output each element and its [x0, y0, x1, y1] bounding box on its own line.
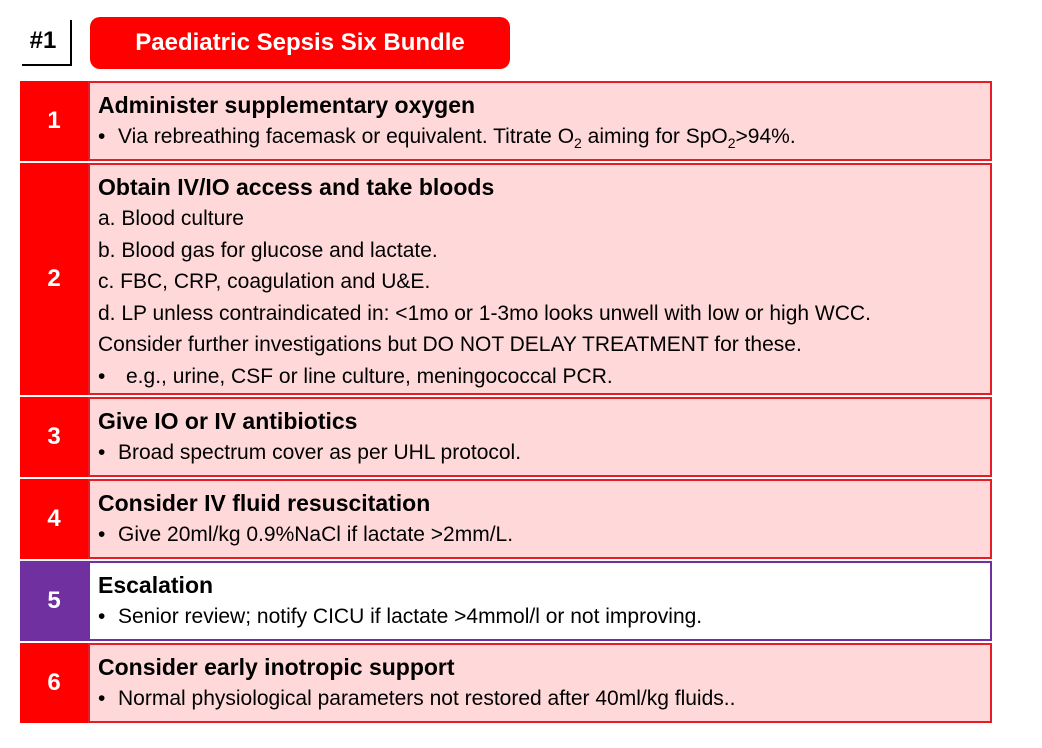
step-content-2: [88, 163, 992, 395]
step-number-3: 3: [20, 397, 88, 477]
bullet-icon: •: [98, 523, 106, 546]
step-number-1: 1: [20, 81, 88, 161]
bullet-icon: •: [98, 605, 106, 628]
step-1-bullet-line: [98, 121, 982, 153]
step-2-line-a: a. Blood culture: [98, 207, 244, 230]
step-row-6: [20, 643, 992, 723]
step-content-5: [88, 561, 992, 641]
step-content-3: [88, 397, 992, 477]
step-4-bullet-line: [98, 519, 982, 551]
step-6-text: Normal physiological parameters not restored after 40ml/kg fluids..: [118, 687, 736, 710]
step-row-1: [20, 81, 992, 161]
step-content-4: [88, 479, 992, 559]
bullet-icon: •: [98, 687, 106, 710]
step-1-sub-b: 2: [727, 135, 736, 152]
step-1-sub-a: 2: [574, 135, 582, 152]
step-2-line-d: d. LP unless contraindicated in: <1mo or 1-3mo looks unwell with low or high WCC.: [98, 301, 871, 325]
slide-number-tag: #1: [22, 20, 72, 66]
bullet-icon: •: [98, 125, 106, 148]
step-number-6: 6: [20, 643, 88, 723]
step-2-bullet-line: [98, 361, 982, 393]
step-row-5: [20, 561, 992, 641]
title-banner: [90, 17, 510, 69]
step-row-4: [20, 479, 992, 559]
page-title: Paediatric Sepsis Six Bundle: [135, 29, 465, 56]
step-heading-1: Administer supplementary oxygen: [98, 92, 476, 118]
step-1-text-a: Via rebreathing facemask or equivalent. Titrate O: [118, 125, 575, 148]
step-3-text: Broad spectrum cover as per UHL protocol.: [118, 441, 522, 464]
step-1-text-b: aiming for SpO: [581, 125, 728, 148]
step-heading-4: Consider IV fluid resuscitation: [98, 490, 431, 516]
step-2-bullet-text: e.g., urine, CSF or line culture, meningococcal PCR.: [126, 364, 613, 388]
step-3-bullet-line: [98, 437, 982, 469]
bullet-icon: •: [98, 441, 106, 464]
step-heading-2: Obtain IV/IO access and take bloods: [98, 174, 495, 200]
bullet-icon: •: [98, 364, 106, 388]
step-6-bullet-line: [98, 683, 982, 715]
step-row-2: [20, 163, 992, 395]
step-heading-6: Consider early inotropic support: [98, 654, 455, 680]
step-5-bullet-line: [98, 601, 982, 633]
step-1-text-c: >94%.: [735, 125, 796, 148]
step-heading-5: Escalation: [98, 572, 214, 598]
step-content-6: [88, 643, 992, 723]
step-number-5: 5: [20, 561, 88, 641]
step-2-line-b: b. Blood gas for glucose and lactate.: [98, 238, 438, 262]
step-heading-3: Give IO or IV antibiotics: [98, 408, 358, 434]
step-2-line-c: c. FBC, CRP, coagulation and U&E.: [98, 270, 431, 293]
step-number-4: 4: [20, 479, 88, 559]
step-content-1: [88, 81, 992, 161]
step-number-2: 2: [20, 163, 88, 395]
step-4-text: Give 20ml/kg 0.9%NaCl if lactate >2mm/L.: [118, 523, 514, 546]
step-2-line-consider: Consider further investigations but DO NOT DELAY TREATMENT for these.: [98, 333, 802, 356]
step-row-3: [20, 397, 992, 477]
step-5-text: Senior review; notify CICU if lactate >4mmol/l or not improving.: [118, 605, 703, 628]
